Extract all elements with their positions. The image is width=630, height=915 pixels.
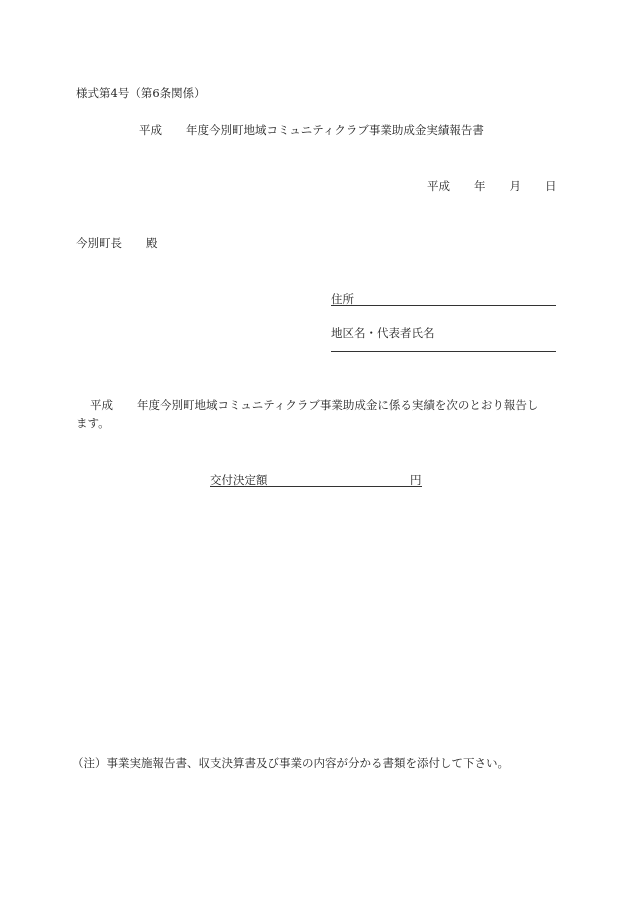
body-text-line1: 年度今別町地域コミュニティクラブ事業助成金に係る実績を次のとおり報告し (137, 398, 539, 412)
representative-label: 地区名・代表者氏名 (331, 326, 435, 340)
addressee (76, 236, 158, 250)
report-date (427, 179, 557, 193)
date-era: 平成 (427, 179, 450, 193)
address-field-line (331, 305, 556, 306)
date-day: 日 (545, 179, 557, 193)
date-month: 月 (509, 179, 521, 193)
title-era: 平成 (139, 123, 162, 137)
grant-amount-unit: 円 (410, 473, 422, 487)
grant-amount-label: 交付決定額 (210, 473, 268, 487)
representative-field-line (331, 351, 556, 352)
document-title (139, 123, 484, 137)
body-era: 平成 (90, 398, 113, 412)
grant-amount-line (210, 486, 422, 487)
addressee-name: 今別町長 (76, 236, 122, 250)
address-label: 住所 (331, 292, 354, 306)
addressee-honorific: 殿 (146, 236, 158, 250)
attachment-note: （注）事業実施報告書、収支決算書及び事業の内容が分かる書類を添付して下さい。 (72, 756, 509, 770)
title-text: 年度今別町地域コミュニティクラブ事業助成金実績報告書 (186, 123, 484, 137)
report-body-line2: ます。 (76, 416, 110, 430)
form-number: 様式第4号（第6条関係） (76, 86, 206, 100)
date-year: 年 (474, 179, 486, 193)
report-body-line1 (90, 398, 538, 412)
